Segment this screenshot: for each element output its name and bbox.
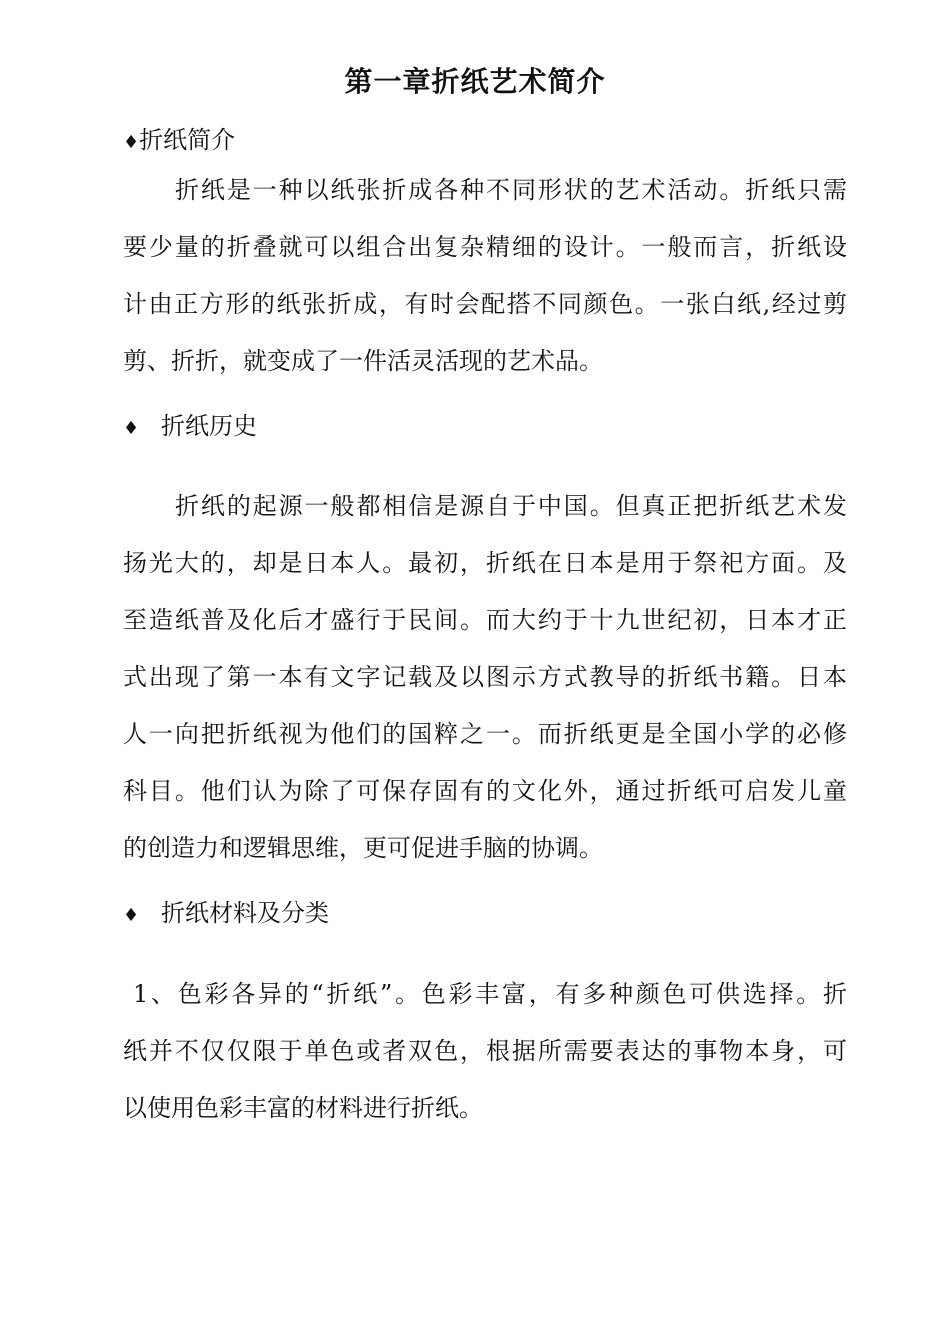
- paragraph-line: 式出现了第一本有文字记载及以图示方式教导的折纸书籍。日本: [123, 663, 847, 691]
- paragraph-line: 折纸的起源一般都相信是源自于中国。但真正把折纸艺术发: [175, 492, 847, 520]
- chapter-title: 第一章折纸艺术简介: [344, 65, 606, 98]
- section-heading-materials: [123, 897, 329, 932]
- paragraph-line: 人一向把折纸视为他们的国粹之一。而折纸更是全国小学的必修: [123, 720, 847, 748]
- diamond-bullet-icon: ♦: [123, 418, 140, 439]
- paragraph-line: 要少量的折叠就可以组合出复杂精细的设计。一般而言，折纸设: [123, 233, 847, 261]
- diamond-bullet-icon: ♦: [123, 905, 140, 926]
- paragraph-line: 以使用色彩丰富的材料进行折纸。: [123, 1094, 483, 1122]
- paragraph-line: 的创造力和逻辑思维，更可促进手脑的协调。: [123, 834, 603, 862]
- section-heading-history: [123, 410, 257, 445]
- paragraph-line: 科目。他们认为除了可保存固有的文化外，通过折纸可启发儿童: [123, 777, 847, 805]
- paragraph-line: 剪、折折，就变成了一件活灵活现的艺术品。: [123, 347, 603, 375]
- paragraph-line: 折纸是一种以纸张折成各种不同形状的艺术活动。折纸只需: [175, 176, 847, 204]
- paragraph-line: 1、色彩各异的“折纸”。色彩丰富，有多种颜色可供选择。折: [133, 980, 847, 1008]
- section-heading-label: 折纸简介: [139, 126, 236, 154]
- paragraph-line: 扬光大的，却是日本人。最初，折纸在日本是用于祭祀方面。及: [123, 549, 847, 577]
- paragraph-line: 至造纸普及化后才盛行于民间。而大约于十九世纪初，日本才正: [123, 606, 847, 634]
- paragraph-line: 纸并不仅仅限于单色或者双色，根据所需要表达的事物本身，可: [123, 1037, 847, 1065]
- section-heading-intro: [123, 124, 235, 159]
- paragraph-intro: [123, 162, 847, 390]
- paragraph-materials: [123, 966, 847, 1137]
- section-heading-label: 折纸材料及分类: [161, 899, 329, 927]
- paragraph-history: [123, 478, 847, 877]
- paragraph-line: 计由正方形的纸张折成，有时会配搭不同颜色。一张白纸,经过剪: [123, 290, 847, 318]
- section-heading-label: 折纸历史: [161, 412, 257, 440]
- diamond-bullet-icon: ♦: [123, 132, 140, 153]
